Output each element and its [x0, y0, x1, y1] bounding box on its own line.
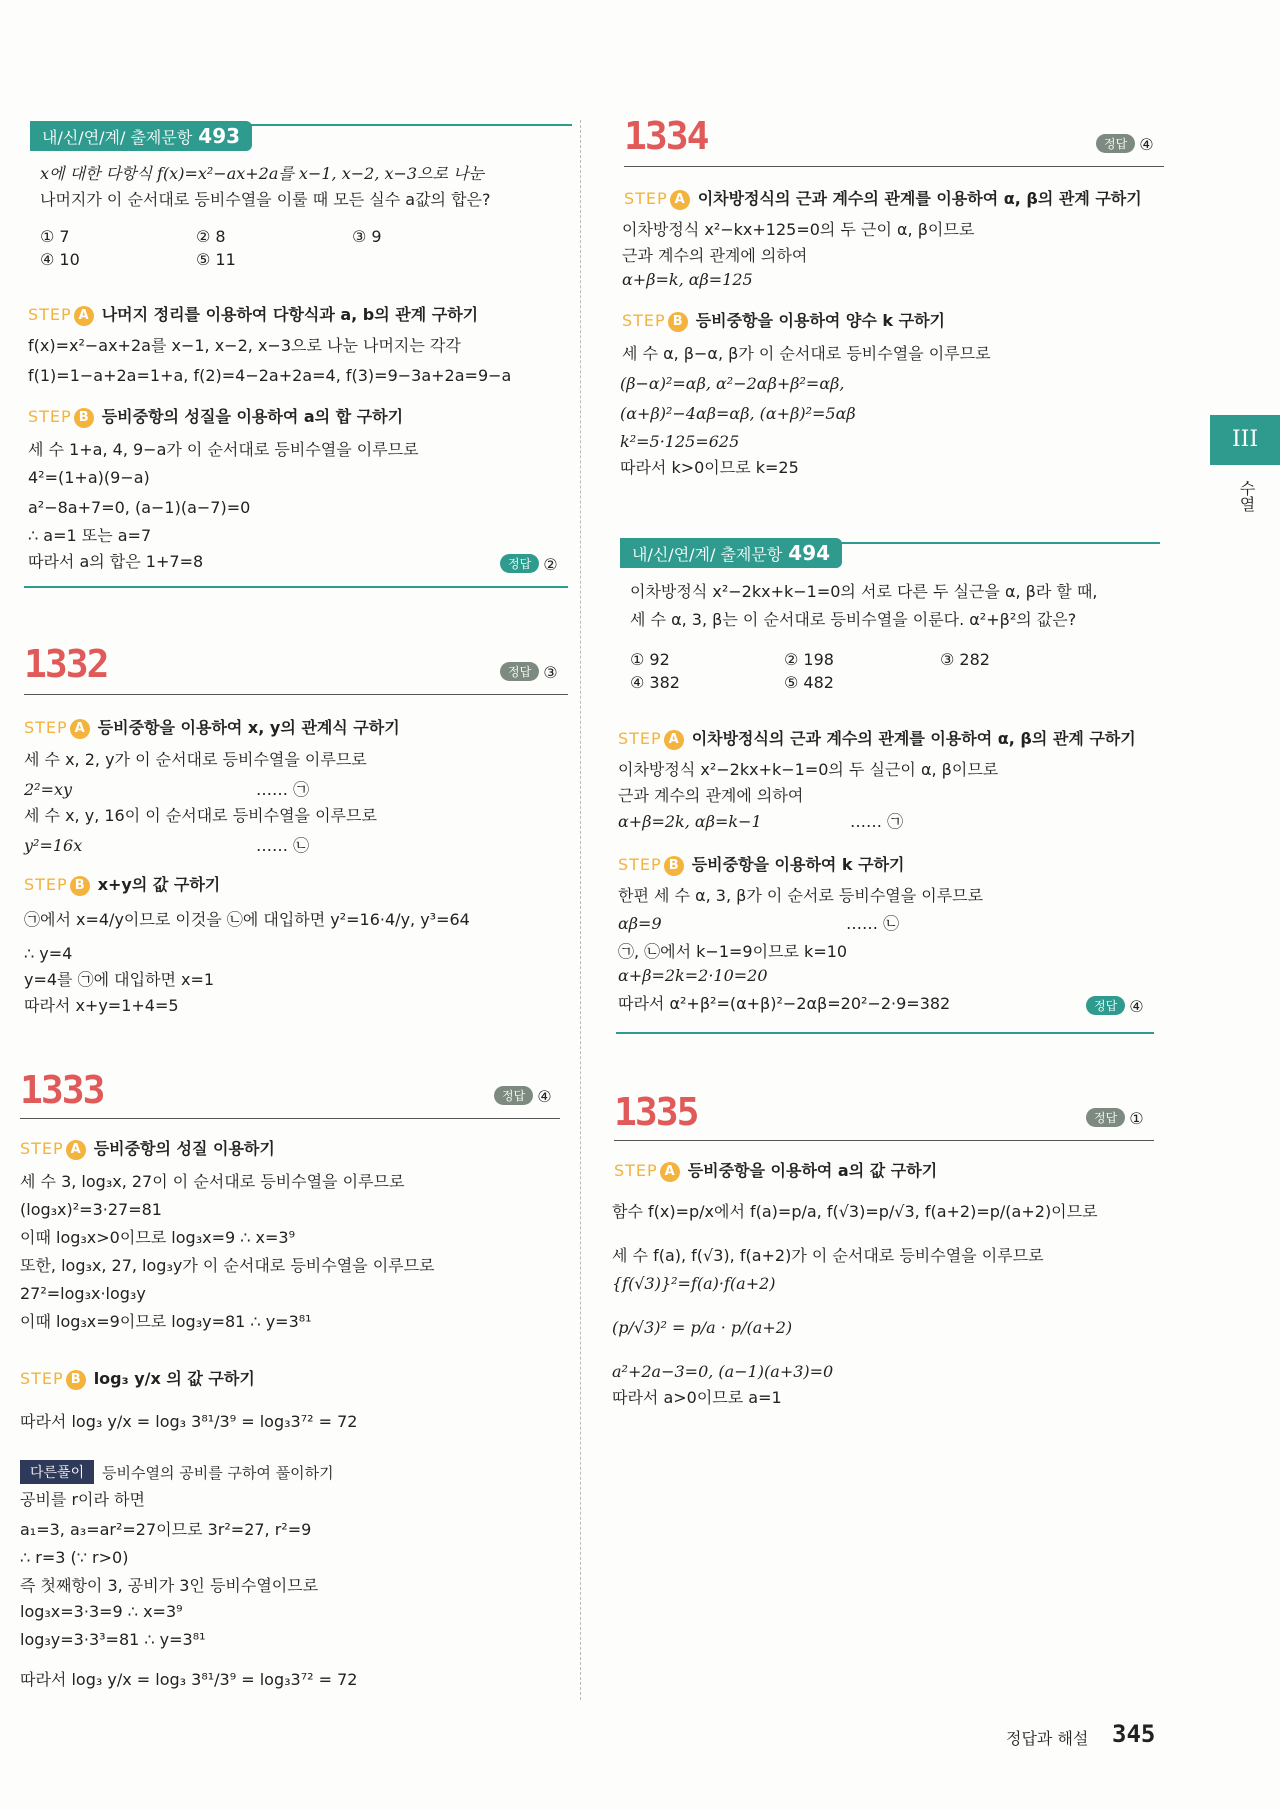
p1334-b1: 세 수 α, β−α, β가 이 순서대로 등비수열을 이루므로: [622, 344, 991, 363]
p1334-b4: k²=5·125=625: [620, 432, 740, 451]
p1333-stepA: STEP A 등비중항의 성질 이용하기: [20, 1139, 275, 1158]
p1332-b3: y=4를 ㉠에 대입하면 x=1: [24, 970, 215, 989]
p1335-stepA-title: 등비중항을 이용하여 a의 값 구하기: [687, 1161, 938, 1180]
p1333-c7: 따라서 log₃ y/x = log₃ 3⁸¹/3⁹ = log₃3⁷² = 72: [20, 1670, 358, 1689]
s494-b1: 한편 세 수 α, 3, β가 이 순서로 등비수열을 이루므로: [618, 886, 984, 905]
s493-stepB-title: 등비중항의 성질을 이용하여 a의 합 구하기: [101, 407, 404, 426]
choice-1: ① 7: [40, 227, 70, 246]
answer-label: 정답: [500, 662, 539, 681]
p1334-stepA: STEP A 이차방정식의 근과 계수의 관계를 이용하여 α, β의 관계 구하기: [624, 189, 1142, 208]
choice-2: ② 8: [196, 227, 226, 246]
answer-value: ④: [1129, 997, 1144, 1016]
p1333-c3: ∴ r=3 (∵ r>0): [20, 1548, 129, 1567]
p1333-answer: [494, 1086, 552, 1106]
choice-4: ④ 10: [40, 250, 80, 269]
p1333-rule: [20, 1118, 560, 1119]
choice-3: ③ 9: [352, 227, 382, 246]
p1333-a2: (log₃x)²=3·27=81: [20, 1200, 162, 1219]
choice-5: ⑤ 482: [784, 673, 834, 692]
p1334-a2: 근과 계수의 관계에 의하여: [622, 246, 808, 265]
answer-label: 정답: [494, 1086, 533, 1105]
p1334-a1: 이차방정식 x²−kx+125=0의 두 근이 α, β이므로: [622, 220, 975, 239]
p1334-stepB-title: 등비중항을 이용하여 양수 k 구하기: [695, 311, 945, 330]
p1335-a1: 함수 f(x)=p/x에서 f(a)=p/a, f(√3)=p/√3, f(a+2)=p/(a+2)이므로: [612, 1202, 1098, 1221]
s493-stepA: STEP A 나머지 정리를 이용하여 다항식과 a, b의 관계 구하기: [28, 305, 479, 324]
p1333-c1: 공비를 r이라 하면: [20, 1490, 145, 1509]
p1332-stepB-title: x+y의 값 구하기: [97, 875, 221, 894]
chapter-tab-label: 수열: [1237, 480, 1256, 512]
p1334-a3: α+β=k, αβ=125: [622, 270, 753, 289]
p1335-stepA: STEP A 등비중항을 이용하여 a의 값 구하기: [614, 1161, 938, 1180]
p1334-b3: (α+β)²−4αβ=αβ, (α+β)²=5αβ: [620, 404, 856, 423]
p1332-rule: [24, 694, 568, 695]
answer-label: 정답: [500, 554, 539, 573]
s493-b3: a²−8a+7=0, (a−1)(a−7)=0: [28, 498, 251, 517]
banner-494-label: 내/신/연/계/ 출제문항: [632, 545, 783, 564]
banner-493-num: 493: [198, 124, 241, 148]
answer-value: ②: [543, 555, 558, 574]
p1334-b2: (β−α)²=αβ, α²−2αβ+β²=αβ,: [620, 374, 845, 393]
alt-solution-tag: 다른풀이: [20, 1460, 94, 1484]
column-divider: [580, 120, 581, 1700]
banner-494-num: 494: [788, 541, 831, 565]
p1332-a4: y²=16x: [24, 836, 83, 855]
p1332-b4: 따라서 x+y=1+4=5: [24, 996, 179, 1015]
banner-494: [620, 538, 842, 568]
p1332-stepB: STEP B x+y의 값 구하기: [24, 875, 221, 894]
p1332-stepA-title: 등비중항을 이용하여 x, y의 관계식 구하기: [97, 718, 400, 737]
p1333-c4: 즉 첫째항이 3, 공비가 3인 등비수열이므로: [20, 1576, 319, 1595]
s493-stepA-title: 나머지 정리를 이용하여 다항식과 a, b의 관계 구하기: [101, 305, 479, 324]
s494-a2: 근과 계수의 관계에 의하여: [618, 786, 804, 805]
p1333-stepA-title: 등비중항의 성질 이용하기: [93, 1139, 275, 1158]
section-separator: [616, 1032, 1154, 1034]
p1333-c5: log₃x=3·3=9 ∴ x=3⁹: [20, 1602, 183, 1621]
p1332-a1: 세 수 x, 2, y가 이 순서대로 등비수열을 이루므로: [24, 750, 367, 769]
p1333-c6: log₃y=3·3³=81 ∴ y=3⁸¹: [20, 1630, 206, 1649]
problem-number-1333: 1333: [20, 1068, 104, 1112]
p1335-answer: [1086, 1108, 1144, 1128]
answer-value: ④: [1139, 135, 1154, 154]
s494-stepB: STEP B 등비중항을 이용하여 k 구하기: [618, 855, 905, 874]
s494-b2-tag: …… ㉡: [846, 914, 900, 933]
p1335-a4: (p/√3)² = p/a · p/(a+2): [612, 1318, 793, 1337]
p1332-a2: 2²=xy: [24, 780, 73, 799]
problem-number-1334: 1334: [624, 114, 708, 158]
p1332-b1: ㉠에서 x=4/y이므로 이것을 ㉡에 대입하면 y²=16·4/y, y³=64: [24, 910, 470, 929]
choice-1: ① 92: [630, 650, 670, 669]
p1333-a4: 또한, log₃x, 27, log₃y가 이 순서대로 등비수열을 이루므로: [20, 1256, 435, 1275]
p1334-b5: 따라서 k>0이므로 k=25: [620, 458, 799, 477]
p1334-stepA-title: 이차방정식의 근과 계수의 관계를 이용하여 α, β의 관계 구하기: [697, 189, 1142, 208]
p1333-a5: 27²=log₃x·log₃y: [20, 1284, 146, 1303]
s493-answer: [500, 554, 558, 574]
s493-b1: 세 수 1+a, 4, 9−a가 이 순서대로 등비수열을 이루므로: [28, 440, 419, 459]
banner-493: [30, 121, 252, 151]
p1335-a5: a²+2a−3=0, (a−1)(a+3)=0: [612, 1362, 834, 1381]
choice-2: ② 198: [784, 650, 834, 669]
s494-answer: [1086, 996, 1144, 1016]
s494-b2: αβ=9: [618, 914, 662, 933]
answer-label: 정답: [1096, 134, 1135, 153]
answer-value: ④: [537, 1087, 552, 1106]
s493-stepB: STEP B 등비중항의 성질을 이용하여 a의 합 구하기: [28, 407, 404, 426]
p1334-stepB: STEP B 등비중항을 이용하여 양수 k 구하기: [622, 311, 945, 330]
q493-line1: x에 대한 다항식 f(x)=x²−ax+2a를 x−1, x−2, x−3으로 나눈: [40, 164, 485, 183]
s494-stepA-title: 이차방정식의 근과 계수의 관계를 이용하여 α, β의 관계 구하기: [691, 729, 1136, 748]
footer-label: 정답과 해설: [1006, 1729, 1089, 1748]
problem-number-1335: 1335: [614, 1090, 698, 1134]
p1333-b1: 따라서 log₃ y/x = log₃ 3⁸¹/3⁹ = log₃3⁷² = 72: [20, 1412, 358, 1431]
choice-5: ⑤ 11: [196, 250, 236, 269]
p1334-answer: [1096, 134, 1154, 154]
q493-line2: 나머지가 이 순서대로 등비수열을 이룰 때 모든 실수 a값의 합은?: [40, 190, 491, 209]
p1332-a4-tag: …… ㉡: [256, 836, 310, 855]
s494-a3-tag: …… ㉠: [850, 812, 904, 831]
answer-value: ③: [543, 663, 558, 682]
q494-line1: 이차방정식 x²−2kx+k−1=0의 서로 다른 두 실근을 α, β라 할 때,: [630, 582, 1098, 601]
p1335-rule: [614, 1140, 1154, 1141]
s494-b3: ㉠, ㉡에서 k−1=9이므로 k=10: [618, 942, 848, 961]
s494-a3: α+β=2k, αβ=k−1: [618, 812, 762, 831]
s493-a2: f(1)=1−a+2a=1+a, f(2)=4−2a+2a=4, f(3)=9−3a+2a=9−a: [28, 366, 512, 385]
s493-b2: 4²=(1+a)(9−a): [28, 468, 150, 487]
s494-stepB-title: 등비중항을 이용하여 k 구하기: [691, 855, 905, 874]
p1332-answer: [500, 662, 558, 682]
choice-4: ④ 382: [630, 673, 680, 692]
p1335-a3: {f(√3)}²=f(a)·f(a+2): [612, 1274, 776, 1293]
step-word: STEP: [28, 305, 72, 324]
p1333-a3: 이때 log₃x>0이므로 log₃x=9 ∴ x=3⁹: [20, 1228, 295, 1247]
s493-a1: f(x)=x²−ax+2a를 x−1, x−2, x−3으로 나눈 나머지는 각각: [28, 336, 461, 355]
s494-b5: 따라서 α²+β²=(α+β)²−2αβ=20²−2·9=382: [618, 994, 951, 1013]
p1333-stepB-title: log₃ y/x 의 값 구하기: [93, 1369, 255, 1388]
p1334-rule: [624, 166, 1164, 167]
s494-b4: α+β=2k=2·10=20: [618, 966, 768, 985]
p1333-a1: 세 수 3, log₃x, 27이 이 순서대로 등비수열을 이루므로: [20, 1172, 405, 1191]
p1335-a6: 따라서 a>0이므로 a=1: [612, 1388, 782, 1407]
s494-a1: 이차방정식 x²−2kx+k−1=0의 두 실근이 α, β이므로: [618, 760, 999, 779]
p1333-a6: 이때 log₃x=9이므로 log₃y=81 ∴ y=3⁸¹: [20, 1312, 312, 1331]
answer-value: ①: [1129, 1109, 1144, 1128]
p1332-stepA: STEP A 등비중항을 이용하여 x, y의 관계식 구하기: [24, 718, 400, 737]
answer-label: 정답: [1086, 996, 1125, 1015]
banner-493-label: 내/신/연/계/ 출제문항: [42, 128, 193, 147]
page-number: 345: [1112, 1720, 1156, 1748]
p1335-a2: 세 수 f(a), f(√3), f(a+2)가 이 순서대로 등비수열을 이루므로: [612, 1246, 1044, 1265]
answer-label: 정답: [1086, 1108, 1125, 1127]
q494-line2: 세 수 α, 3, β는 이 순서대로 등비수열을 이룬다. α²+β²의 값은?: [630, 610, 1077, 629]
section-separator: [24, 586, 568, 588]
s494-stepA: STEP A 이차방정식의 근과 계수의 관계를 이용하여 α, β의 관계 구하기: [618, 729, 1136, 748]
p1332-b2: ∴ y=4: [24, 944, 73, 963]
p1332-a2-tag: …… ㉠: [256, 780, 310, 799]
chapter-tab: III: [1210, 415, 1280, 465]
p1333-c2: a₁=3, a₃=ar²=27이므로 3r²=27, r²=9: [20, 1520, 312, 1539]
problem-number-1332: 1332: [24, 642, 108, 686]
alt-solution-title: 등비수열의 공비를 구하여 풀이하기: [102, 1464, 334, 1482]
choice-3: ③ 282: [940, 650, 990, 669]
p1333-stepB: STEP B log₃ y/x 의 값 구하기: [20, 1369, 255, 1388]
s493-b4: ∴ a=1 또는 a=7: [28, 526, 152, 545]
s493-b5: 따라서 a의 합은 1+7=8: [28, 552, 204, 571]
p1332-a3: 세 수 x, y, 16이 이 순서대로 등비수열을 이루므로: [24, 806, 377, 825]
